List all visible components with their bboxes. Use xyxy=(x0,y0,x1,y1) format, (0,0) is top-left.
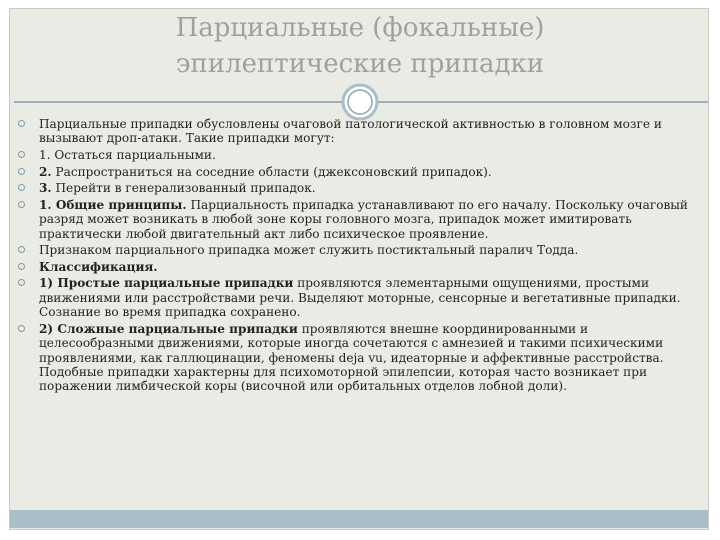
list-item xyxy=(18,181,694,195)
bullet-icon xyxy=(18,168,25,175)
list-item-text: проявляются элементарными ощущениями, простыми движениями или расстройствами речи. Выделяют моторные, сенсорные и вегетативные припадки. Сознание во время припадка сохранено. xyxy=(39,276,681,320)
slide-title-line-2: эпилептические припадки xyxy=(175,49,545,79)
bullet-icon xyxy=(18,246,25,253)
list-item xyxy=(18,165,694,179)
bullet-icon xyxy=(18,201,25,208)
list-item-text: проявляются внешне координированными и целесообразными движениями, которые иногда сочетаются с амнезией и такими психическими проявлениями, как галлюцинации, феномены deja vu, идеаторные и аффективные расстройства. Подобные припадки характерны для психомоторной эпилепсии, которая часто возникает при поражении лимбической коры (височной или орбитальных отделов лобной доли). xyxy=(39,321,664,394)
list-item xyxy=(18,260,694,274)
bullet-icon xyxy=(18,120,25,127)
bullet-icon xyxy=(18,279,25,286)
bullet-list xyxy=(18,117,694,396)
list-item-bold: 1) Простые парциальные припадки xyxy=(39,276,294,291)
double-circle-ornament-icon xyxy=(341,83,379,121)
list-item-text: Парциальные припадки обусловлены очаговой патологической активностью в головном мозге и вызывают дроп-атаки. Такие припадки могут: xyxy=(39,117,662,146)
list-item-bold: 2) Сложные парциальные припадки xyxy=(39,321,298,336)
bullet-icon xyxy=(18,263,25,270)
list-item xyxy=(18,322,694,394)
list-item xyxy=(18,276,694,319)
bullet-icon xyxy=(18,184,25,191)
list-item-bold: 2. xyxy=(39,164,52,179)
list-item-text: Признаком парциального припадка может служить постиктальный паралич Тодда. xyxy=(39,243,579,258)
bullet-icon xyxy=(18,151,25,158)
list-item-bold: Классификация. xyxy=(39,259,158,274)
list-item xyxy=(18,243,694,257)
bullet-icon xyxy=(18,325,25,332)
list-item-text: Парциальность припадка устанавливают по его началу. Поскольку очаговый разряд может возникать в любой зоне коры головного мозга, припадок может имитировать практически любой двигательный акт либо психическое проявление. xyxy=(39,197,688,241)
list-item-text: 1. Остаться парциальными. xyxy=(39,148,216,162)
list-item xyxy=(18,117,694,146)
list-item xyxy=(18,198,694,241)
footer-bar xyxy=(10,510,708,528)
list-item xyxy=(18,148,694,162)
list-item-bold: 3. xyxy=(39,181,52,196)
slide-title xyxy=(0,10,720,82)
slide-title-line-1: Парциальные (фокальные) xyxy=(175,13,545,43)
list-item-bold: 1. Общие принципы. xyxy=(39,197,187,212)
list-item-text: Распространиться на соседние области (джексоновский припадок). xyxy=(51,164,492,179)
list-item-text: Перейти в генерализованный припадок. xyxy=(51,181,316,196)
